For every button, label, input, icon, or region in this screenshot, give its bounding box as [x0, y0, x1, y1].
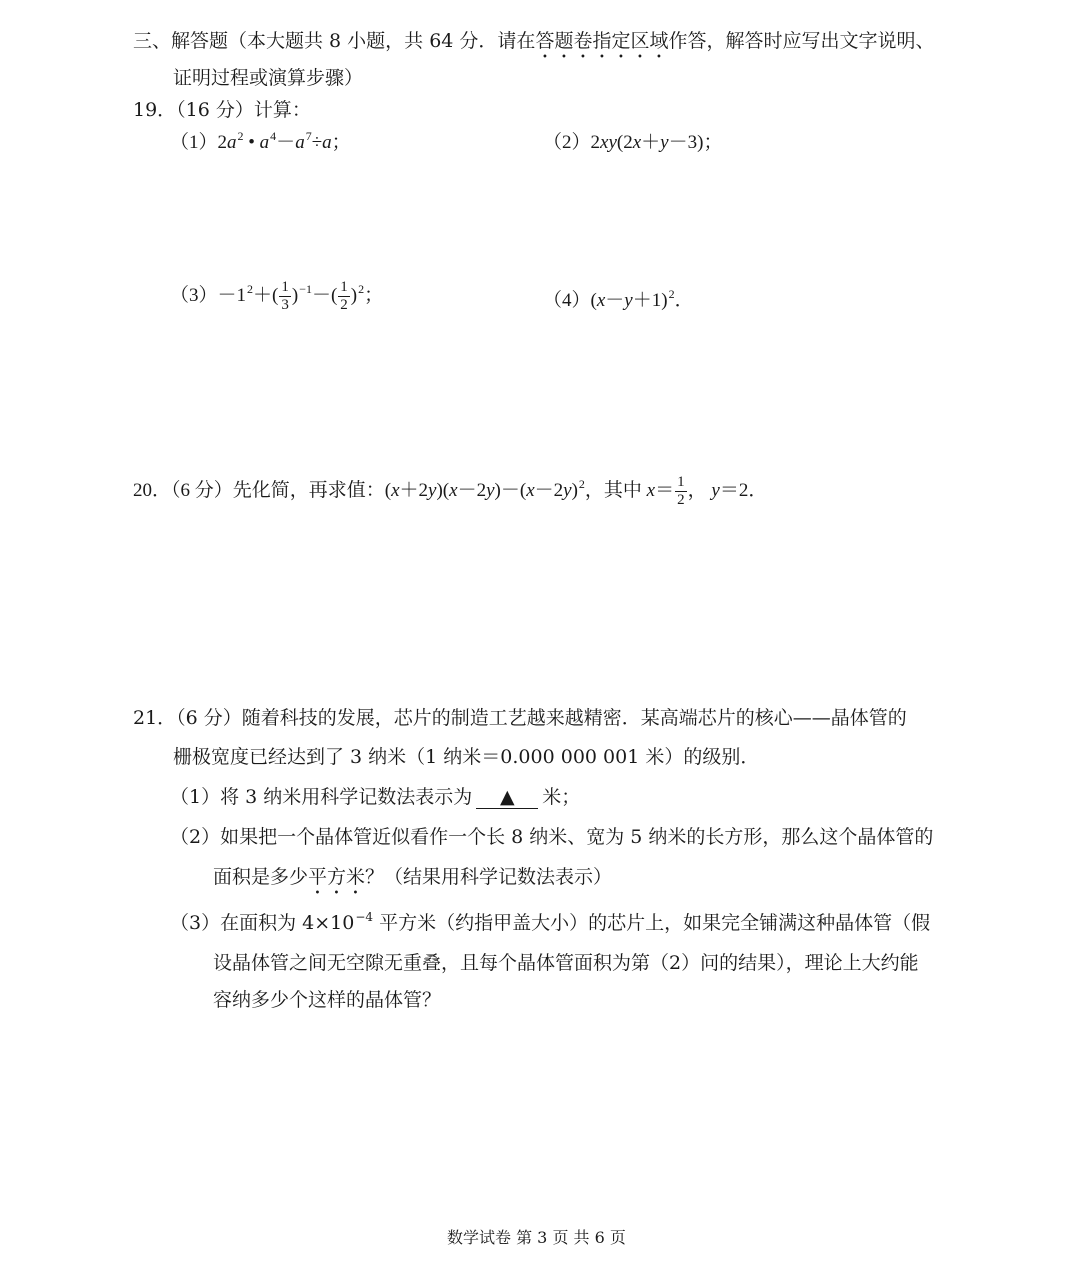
fraction-one-half: $\frac{1}{2}$ — [340, 279, 348, 313]
answer-blank: ▲ — [476, 787, 538, 809]
fraction-one-half: $\frac{1}{2}$ — [677, 474, 685, 508]
q21-part3-line1: （3）在面积为 $4\times 10^{-4}$ 平方米（约指甲盖大小）的芯片上，如果完全铺满这种晶体管（假 — [170, 910, 931, 934]
q19-part3: $(3)-1^2+$( $\frac{1}{3}$ )$^{-1}$－( $\frac{1}{2}$ )$^2$； — [170, 279, 384, 313]
emphasized-text: 答题卷指定区域 — [535, 30, 669, 52]
q20-line: 20．（6 分）先化简，再求值：$(x+2y)(x-2y)-(x-2y)^2$，其中 x＝ $\frac{1}{2}$ ， y＝2． — [133, 474, 768, 508]
q21-part3-line3: 容纳多少个这样的晶体管？ — [213, 989, 442, 1011]
section-heading-line1: 三、解答题（本大题共 8 小题，共 64 分．请在答题卷指定区域作答，解答时应写出文字说明、 — [133, 30, 935, 52]
q21-part1: （1）将 3 纳米用科学记数法表示为 ▲ 米； — [170, 786, 581, 808]
q21-line1: 21．（6 分）随着科技的发展，芯片的制造工艺越来越精密．某高端芯片的核心——晶体管的 — [133, 707, 907, 729]
q19-part4: $(4)(x-y+1)^2$． — [543, 287, 694, 311]
q19-header: 19．（16 分）计算： — [133, 99, 311, 121]
section-heading-line2: 证明过程或演算步骤） — [173, 67, 364, 89]
emphasized-text: 平方米 — [308, 866, 366, 888]
q21-line2: 栅极宽度已经达到了 3 纳米（1 纳米＝0.000 000 001 米）的级别． — [173, 746, 760, 768]
q19-part1: $(1)2a^2$ • $a^4-a^7\div a$； — [170, 129, 351, 153]
q19-part2: （2）2xy(2x＋y－3)； — [543, 132, 723, 153]
q21-part2-line1: （2）如果把一个晶体管近似看作一个长 8 纳米、宽为 5 纳米的长方形，那么这个晶体管的 — [170, 826, 934, 848]
fraction-one-third: $\frac{1}{3}$ — [281, 279, 289, 313]
q21-part2-line2: 面积是多少平方米？（结果用科学记数法表示） — [213, 866, 613, 888]
q21-part3-line2: 设晶体管之间无空隙无重叠，且每个晶体管面积为第（2）问的结果），理论上大约能 — [213, 952, 919, 974]
page-footer: 数学试卷 第 3 页 共 6 页 — [447, 1228, 626, 1247]
